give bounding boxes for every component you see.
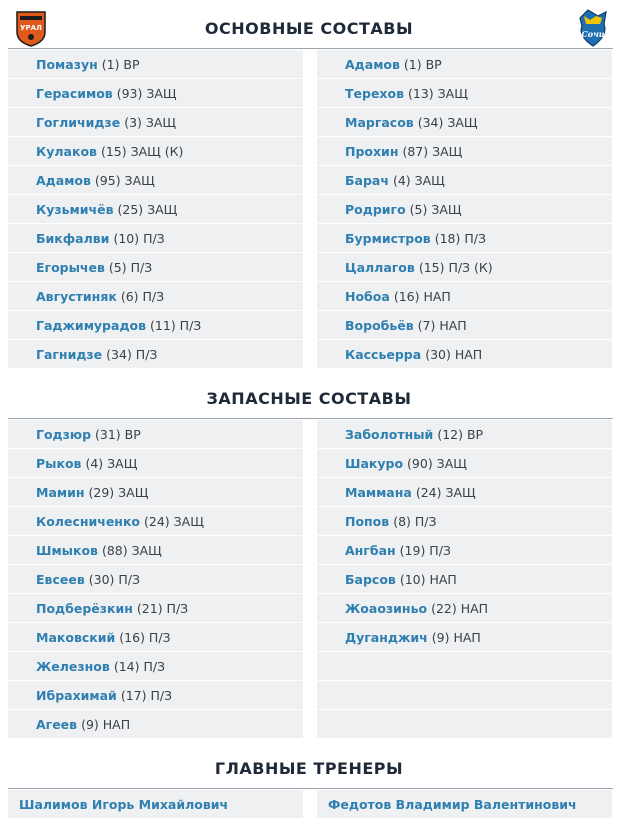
player-name[interactable]: Кассьерра — [345, 346, 422, 362]
player-number-position: (1) ВР — [403, 56, 442, 72]
player-number-position: (18) П/З — [434, 230, 486, 246]
subs-right-list — [317, 420, 612, 739]
subs-left-list — [8, 420, 303, 739]
empty-row — [317, 652, 612, 680]
player-name[interactable]: Мамин — [36, 484, 85, 500]
player-number-position: (29) ЗАЩ — [88, 484, 149, 500]
player-row — [8, 108, 303, 136]
player-name[interactable]: Дуганджич — [345, 629, 428, 645]
player-row — [8, 507, 303, 535]
coach-name[interactable]: Федотов Владимир Валентинович — [328, 796, 577, 812]
player-number-position: (34) П/З — [106, 346, 158, 362]
player-number-position: (13) ЗАЩ — [408, 85, 468, 101]
player-row — [8, 594, 303, 622]
player-name[interactable]: Гогличидзе — [36, 114, 121, 130]
player-row — [8, 565, 303, 593]
player-number-position: (10) П/З — [113, 230, 165, 246]
player-name[interactable]: Гаджимурадов — [36, 317, 147, 333]
player-name[interactable]: Попов — [345, 513, 390, 529]
player-row — [8, 311, 303, 339]
coach-name[interactable]: Шалимов Игорь Михайлович — [19, 796, 229, 812]
player-number-position: (88) ЗАЩ — [101, 542, 162, 558]
ural-logo-text: УРАЛ — [20, 24, 42, 32]
coach-row — [317, 790, 612, 818]
player-name[interactable]: Августиняк — [36, 288, 117, 304]
player-number-position: (17) П/З — [120, 687, 173, 703]
player-number-position: (12) ВР — [437, 426, 484, 442]
player-number-position: (34) ЗАЩ — [417, 114, 478, 130]
coach-row — [8, 790, 303, 818]
player-number-position: (9) НАП — [81, 716, 131, 732]
player-number-position: (3) ЗАЩ — [124, 114, 177, 130]
player-number-position: (8) П/З — [393, 513, 437, 529]
player-name[interactable]: Подберёзкин — [36, 600, 133, 616]
coach-right — [317, 790, 612, 818]
starters-left-list — [8, 50, 303, 369]
player-name[interactable]: Егорычев — [36, 259, 105, 275]
player-row — [8, 253, 303, 281]
player-row — [8, 79, 303, 107]
player-row — [317, 137, 612, 165]
player-name[interactable]: Цаллагов — [345, 259, 415, 275]
player-row — [317, 478, 612, 506]
player-name[interactable]: Терехов — [345, 85, 404, 101]
player-name[interactable]: Колесниченко — [36, 513, 141, 529]
player-number-position: (24) ЗАЩ — [415, 484, 476, 500]
player-row — [8, 449, 303, 477]
coaches-divider — [8, 788, 613, 789]
player-number-position: (10) НАП — [399, 571, 457, 587]
player-number-position: (21) П/З — [136, 600, 189, 616]
player-number-position: (16) НАП — [393, 288, 451, 304]
player-number-position: (1) ВР — [101, 56, 140, 72]
player-name[interactable]: Барач — [345, 172, 389, 188]
subs-divider — [8, 418, 613, 419]
player-number-position: (11) П/З — [150, 317, 202, 333]
player-row — [317, 79, 612, 107]
player-name[interactable]: Маковский — [36, 629, 116, 645]
player-number-position: (5) П/З — [108, 259, 153, 275]
player-name[interactable]: Шакуро — [345, 455, 404, 471]
player-number-position: (95) ЗАЩ — [94, 172, 155, 188]
player-number-position: (19) П/З — [399, 542, 451, 558]
player-row — [317, 594, 612, 622]
player-name[interactable]: Воробьёв — [345, 317, 414, 333]
empty-row — [317, 710, 612, 738]
player-row — [8, 137, 303, 165]
player-name[interactable]: Жоаозиньо — [345, 600, 428, 616]
player-number-position: (90) ЗАЩ — [407, 455, 467, 471]
player-name[interactable]: Герасимов — [36, 85, 113, 101]
starters-right-list — [317, 50, 612, 369]
player-number-position: (87) ЗАЩ — [402, 143, 463, 159]
player-name[interactable]: Родриго — [345, 201, 406, 217]
player-name[interactable]: Кулаков — [36, 143, 97, 159]
player-name[interactable]: Бурмистров — [345, 230, 431, 246]
player-row — [317, 253, 612, 281]
player-name[interactable]: Агеев — [36, 716, 78, 732]
player-name[interactable]: Годзюр — [36, 426, 92, 442]
player-row — [317, 565, 612, 593]
player-number-position: (6) П/З — [120, 288, 165, 304]
player-row — [317, 166, 612, 194]
player-row — [317, 50, 612, 78]
player-name[interactable]: Гагнидзе — [36, 346, 103, 362]
coach-left — [8, 790, 303, 818]
player-row — [8, 478, 303, 506]
player-number-position: (30) П/З — [88, 571, 140, 587]
player-number-position: (30) НАП — [425, 346, 483, 362]
player-name[interactable]: Шмыков — [36, 542, 98, 558]
player-number-position: (22) НАП — [431, 600, 489, 616]
player-number-position: (5) ЗАЩ — [409, 201, 462, 217]
player-number-position: (4) ЗАЩ — [85, 455, 138, 471]
player-row — [8, 536, 303, 564]
player-row — [317, 623, 612, 651]
player-row — [317, 108, 612, 136]
player-number-position: (4) ЗАЩ — [392, 172, 445, 188]
subs-title: ЗАПАСНЫЕ СОСТАВЫ — [206, 389, 412, 408]
player-number-position: (9) НАП — [431, 629, 481, 645]
player-name[interactable]: Ангбан — [345, 542, 396, 558]
player-number-position: (25) ЗАЩ — [117, 201, 178, 217]
player-row — [8, 166, 303, 194]
player-name[interactable]: Прохин — [345, 143, 399, 159]
player-name[interactable]: Адамов — [345, 56, 400, 72]
player-number-position: (7) НАП — [417, 317, 467, 333]
player-name[interactable]: Железнов — [36, 658, 110, 674]
player-name[interactable]: Маммана — [345, 484, 412, 500]
player-row — [8, 652, 303, 680]
player-row — [317, 536, 612, 564]
player-row — [8, 420, 303, 448]
player-row — [8, 710, 303, 738]
player-number-position: (31) ВР — [95, 426, 141, 442]
player-row — [317, 195, 612, 223]
player-number-position: (15) П/З (К) — [418, 259, 493, 275]
player-number-position: (24) ЗАЩ — [144, 513, 204, 529]
player-number-position: (93) ЗАЩ — [116, 85, 177, 101]
player-name[interactable]: Рыков — [36, 455, 82, 471]
player-name[interactable]: Кузьмичёв — [36, 201, 114, 217]
player-row — [8, 195, 303, 223]
player-name[interactable]: Евсеев — [36, 571, 85, 587]
player-number-position: (16) П/З — [119, 629, 171, 645]
player-row — [317, 420, 612, 448]
player-name[interactable]: Нобоа — [345, 288, 390, 304]
starters-divider — [8, 48, 613, 49]
player-row — [317, 449, 612, 477]
starters-title: ОСНОВНЫЕ СОСТАВЫ — [204, 19, 414, 38]
player-row — [8, 50, 303, 78]
player-row — [8, 340, 303, 368]
player-row — [317, 340, 612, 368]
player-row — [8, 681, 303, 709]
player-number-position: (14) П/З — [113, 658, 166, 674]
player-name[interactable]: Маргасов — [345, 114, 414, 130]
player-row — [317, 311, 612, 339]
player-row — [317, 224, 612, 252]
player-row — [8, 224, 303, 252]
player-name[interactable]: Помазун — [36, 56, 98, 72]
player-name[interactable]: Заболотный — [345, 426, 434, 442]
empty-row — [317, 681, 612, 709]
player-name[interactable]: Ибрахимай — [36, 687, 117, 703]
coaches-title: ГЛАВНЫЕ ТРЕНЕРЫ — [214, 759, 404, 778]
player-name[interactable]: Адамов — [36, 172, 91, 188]
sochi-logo-text: Сочи — [581, 29, 605, 39]
player-row — [8, 623, 303, 651]
player-number-position: (15) ЗАЩ (К) — [100, 143, 184, 159]
player-row — [317, 282, 612, 310]
player-name[interactable]: Барсов — [345, 571, 396, 587]
player-name[interactable]: Бикфалви — [36, 230, 110, 246]
player-row — [8, 282, 303, 310]
player-row — [317, 507, 612, 535]
